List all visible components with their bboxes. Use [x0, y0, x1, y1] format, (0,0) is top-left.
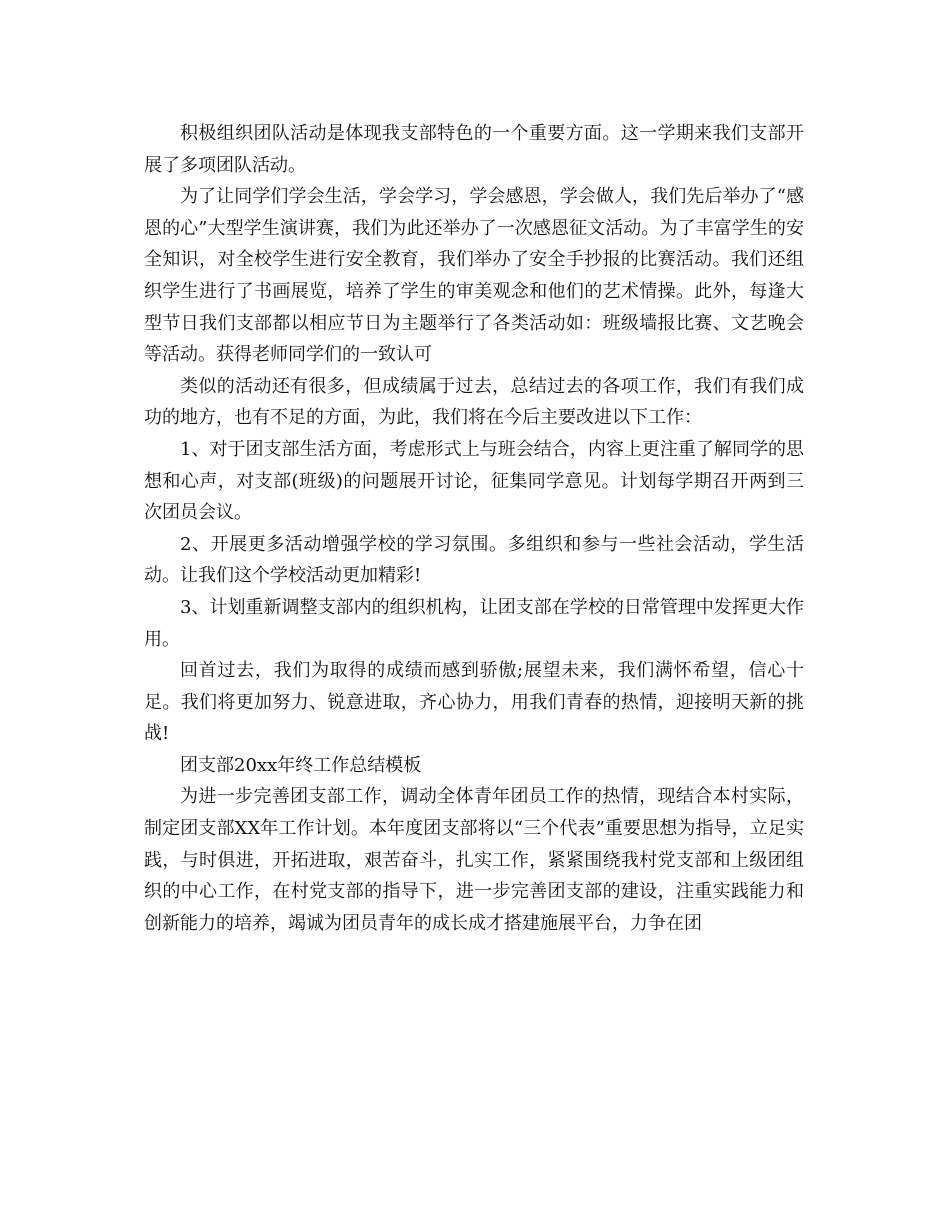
paragraph-improvement-summary: 类似的活动还有很多，但成绩属于过去，总结过去的各项工作，我们有我们成功的地方，也有不足的方面，为此，我们将在今后主要改进以下工作：	[144, 375, 804, 429]
paragraph-item-1: 1、对于团支部生活方面，考虑形式上与班会结合，内容上更注重了解同学的思想和心声，对支部(班级)的问题展开讨论，征集同学意见。计划每学期召开两到三次团员会议。	[144, 438, 804, 524]
section-heading: 团支部20xx年终工作总结模板	[180, 754, 422, 776]
paragraph-team-activities-intro: 积极组织团队活动是体现我支部特色的一个重要方面。这一学期来我们支部开展了多项团队活动。	[144, 123, 804, 176]
paragraph-item-3: 3、计划重新调整支部内的组织机构，让团支部在学校的日常管理中发挥更大作用。	[144, 596, 804, 650]
paragraph-work-plan: 为进一步完善团支部工作，调动全体青年团员工作的热情，现结合本村实际，制定团支部XX年工作计划。本年度团支部将以“三个代表”重要思想为指导，立足实践，与时俱进，开拓进取，艰苦奋斗，扎实工作，紧紧围绕我村党支部和上级团组织的中心工作，在村党支部的指导下，进一步完善团支部的建设，注重实践能力和创新能力的培养，竭诚为团员青年的成长成才搭建施展平台，力争在团	[144, 786, 804, 934]
paragraph-item-2: 2、开展更多活动增强学校的学习氛围。多组织和参与一些社会活动，学生活动。让我们这个学校活动更加精彩!	[144, 533, 804, 587]
paragraph-looking-back: 回首过去，我们为取得的成绩而感到骄傲;展望未来，我们满怀希望，信心十足。我们将更加努力、锐意进取，齐心协力，用我们青春的热情，迎接明天新的挑战!	[144, 660, 804, 745]
paragraph-gratitude-activities: 为了让同学们学会生活，学会学习，学会感恩，学会做人，我们先后举办了“感恩的心”大型学生演讲赛，我们为此还举办了一次感恩征文活动。为了丰富学生的安全知识，对全校学生进行安全教育，我们举办了安全手抄报的比赛活动。我们还组织学生进行了书画展览，培养了学生的审美观念和他们的艺术情操。此外，每逢大型节日我们支部都以相应节日为主题举行了各类活动如：班级墙报比赛、文艺晚会等活动。获得老师同学们的一致认可	[144, 186, 804, 366]
document-body	[144, 118, 804, 939]
